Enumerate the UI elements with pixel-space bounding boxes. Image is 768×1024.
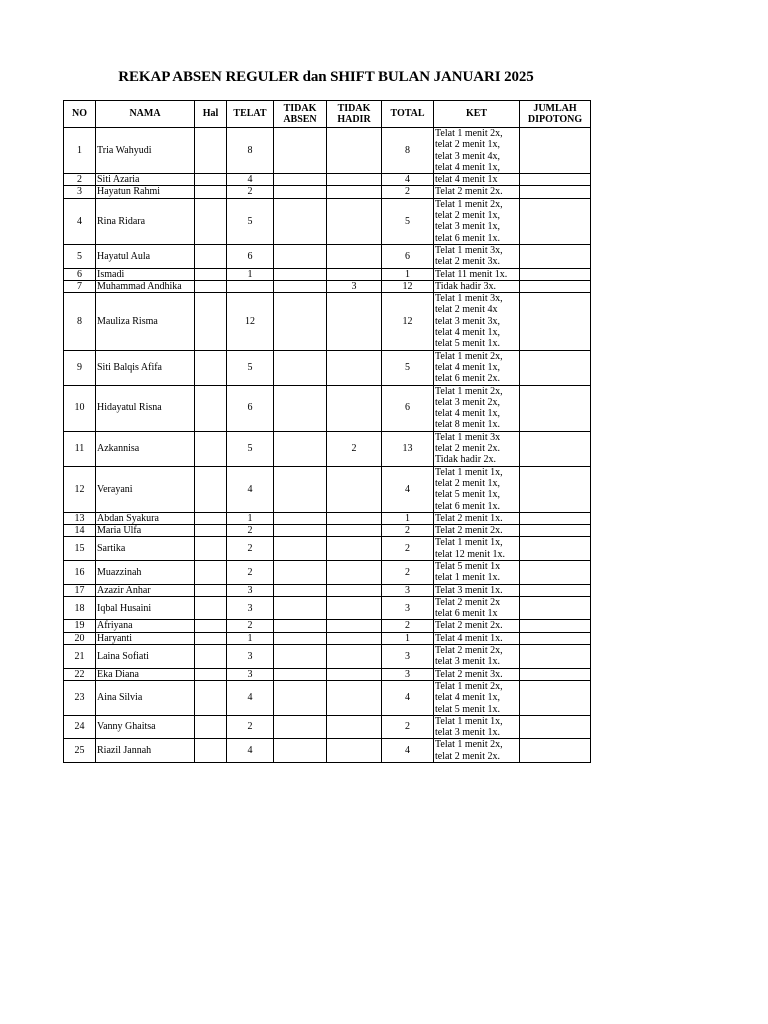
col-header-jumlah-dipotong: JUMLAH DIPOTONG: [520, 101, 591, 128]
cell-tidak-hadir: [327, 350, 382, 385]
table-row: [64, 431, 591, 466]
table-row: [64, 350, 591, 385]
cell-telat: 2: [227, 620, 274, 632]
cell-total: 3: [382, 596, 434, 620]
cell-ket: Telat 4 menit 1x.: [434, 632, 520, 644]
cell-tidak-absen: [274, 280, 327, 292]
cell-total: 8: [382, 128, 434, 174]
cell-hal: [195, 198, 227, 244]
cell-tidak-absen: [274, 186, 327, 198]
table-row: [64, 198, 591, 244]
cell-telat: 3: [227, 596, 274, 620]
cell-hal: [195, 350, 227, 385]
cell-total: 2: [382, 525, 434, 537]
cell-total: 12: [382, 293, 434, 350]
cell-nama: Siti Azaria: [96, 174, 195, 186]
table-row: [64, 584, 591, 596]
cell-tidak-absen: [274, 466, 327, 512]
cell-hal: [195, 174, 227, 186]
cell-nama: Eka Diana: [96, 668, 195, 680]
cell-tidak-absen: [274, 645, 327, 669]
cell-tidak-absen: [274, 128, 327, 174]
col-header-ket: KET: [434, 101, 520, 128]
cell-hal: [195, 537, 227, 561]
cell-telat: 4: [227, 174, 274, 186]
cell-tidak-absen: [274, 584, 327, 596]
cell-ket: Telat 2 menit 2x.: [434, 525, 520, 537]
cell-nama: Muhammad Andhika: [96, 280, 195, 292]
table-row: [64, 680, 591, 715]
cell-ket: Telat 1 menit 2x, telat 2 menit 1x, telat 3 menit 4x, telat 4 menit 1x,: [434, 128, 520, 174]
cell-nama: Azazir Anhar: [96, 584, 195, 596]
cell-jumlah-dipotong: [520, 680, 591, 715]
cell-total: 2: [382, 620, 434, 632]
cell-jumlah-dipotong: [520, 739, 591, 763]
table-row: [64, 512, 591, 524]
cell-hal: [195, 268, 227, 280]
cell-tidak-hadir: 2: [327, 431, 382, 466]
cell-tidak-hadir: [327, 293, 382, 350]
cell-telat: 2: [227, 186, 274, 198]
cell-ket: Telat 5 menit 1x telat 1 menit 1x.: [434, 560, 520, 584]
table-row: [64, 280, 591, 292]
cell-tidak-absen: [274, 668, 327, 680]
cell-no: 16: [64, 560, 96, 584]
cell-nama: Abdan Syakura: [96, 512, 195, 524]
cell-hal: [195, 244, 227, 268]
cell-total: 3: [382, 645, 434, 669]
cell-ket: Telat 11 menit 1x.: [434, 268, 520, 280]
cell-hal: [195, 512, 227, 524]
cell-tidak-absen: [274, 293, 327, 350]
cell-nama: Riazil Jannah: [96, 739, 195, 763]
cell-ket: Telat 2 menit 3x.: [434, 668, 520, 680]
table-row: [64, 268, 591, 280]
cell-ket: Telat 2 menit 2x telat 6 menit 1x: [434, 596, 520, 620]
cell-tidak-hadir: [327, 385, 382, 431]
cell-jumlah-dipotong: [520, 715, 591, 739]
cell-tidak-absen: [274, 632, 327, 644]
cell-tidak-hadir: 3: [327, 280, 382, 292]
cell-tidak-hadir: [327, 620, 382, 632]
cell-no: 1: [64, 128, 96, 174]
cell-tidak-hadir: [327, 198, 382, 244]
cell-jumlah-dipotong: [520, 186, 591, 198]
cell-no: 18: [64, 596, 96, 620]
cell-tidak-absen: [274, 244, 327, 268]
cell-no: 4: [64, 198, 96, 244]
cell-nama: Laina Sofiati: [96, 645, 195, 669]
cell-nama: Hidayatul Risna: [96, 385, 195, 431]
cell-no: 11: [64, 431, 96, 466]
cell-telat: 3: [227, 584, 274, 596]
cell-tidak-hadir: [327, 174, 382, 186]
table-row: [64, 668, 591, 680]
cell-tidak-hadir: [327, 715, 382, 739]
cell-jumlah-dipotong: [520, 431, 591, 466]
cell-nama: Vanny Ghaitsa: [96, 715, 195, 739]
cell-jumlah-dipotong: [520, 512, 591, 524]
cell-jumlah-dipotong: [520, 174, 591, 186]
cell-telat: 6: [227, 244, 274, 268]
cell-telat: 8: [227, 128, 274, 174]
cell-no: 5: [64, 244, 96, 268]
cell-jumlah-dipotong: [520, 525, 591, 537]
table-row: [64, 128, 591, 174]
cell-nama: Verayani: [96, 466, 195, 512]
cell-nama: Hayatul Aula: [96, 244, 195, 268]
cell-hal: [195, 680, 227, 715]
table-row: [64, 632, 591, 644]
cell-no: 3: [64, 186, 96, 198]
cell-telat: 12: [227, 293, 274, 350]
cell-tidak-absen: [274, 174, 327, 186]
cell-tidak-hadir: [327, 466, 382, 512]
cell-ket: Telat 1 menit 1x, telat 3 menit 1x.: [434, 715, 520, 739]
cell-jumlah-dipotong: [520, 350, 591, 385]
cell-telat: 1: [227, 512, 274, 524]
table-row: [64, 739, 591, 763]
cell-no: 8: [64, 293, 96, 350]
cell-telat: 2: [227, 560, 274, 584]
cell-ket: Telat 1 menit 3x telat 2 menit 2x. Tidak hadir 2x.: [434, 431, 520, 466]
cell-nama: Muazzinah: [96, 560, 195, 584]
cell-jumlah-dipotong: [520, 645, 591, 669]
cell-ket: Telat 1 menit 2x, telat 4 menit 1x, telat 6 menit 2x.: [434, 350, 520, 385]
cell-hal: [195, 645, 227, 669]
cell-ket: Telat 2 menit 2x.: [434, 186, 520, 198]
cell-no: 23: [64, 680, 96, 715]
cell-tidak-hadir: [327, 244, 382, 268]
cell-tidak-absen: [274, 715, 327, 739]
cell-total: 1: [382, 268, 434, 280]
cell-no: 20: [64, 632, 96, 644]
cell-tidak-hadir: [327, 128, 382, 174]
table-header-row: [64, 101, 591, 128]
cell-ket: Telat 2 menit 1x.: [434, 512, 520, 524]
cell-telat: 4: [227, 739, 274, 763]
cell-total: 1: [382, 512, 434, 524]
cell-jumlah-dipotong: [520, 198, 591, 244]
cell-no: 6: [64, 268, 96, 280]
cell-ket: Telat 1 menit 2x, telat 3 menit 2x, telat 4 menit 1x, telat 8 menit 1x.: [434, 385, 520, 431]
cell-total: 6: [382, 244, 434, 268]
cell-tidak-hadir: [327, 645, 382, 669]
cell-hal: [195, 280, 227, 292]
cell-hal: [195, 525, 227, 537]
cell-jumlah-dipotong: [520, 537, 591, 561]
cell-ket: Telat 1 menit 3x, telat 2 menit 4x telat 3 menit 3x, telat 4 menit 1x, telat 5 menit 1x.: [434, 293, 520, 350]
cell-ket: Telat 1 menit 1x, telat 2 menit 1x, telat 5 menit 1x, telat 6 menit 1x.: [434, 466, 520, 512]
cell-jumlah-dipotong: [520, 128, 591, 174]
cell-total: 4: [382, 174, 434, 186]
cell-telat: 4: [227, 466, 274, 512]
cell-telat: [227, 280, 274, 292]
table-row: [64, 560, 591, 584]
cell-telat: 2: [227, 715, 274, 739]
cell-ket: Telat 1 menit 2x, telat 2 menit 1x, telat 3 menit 1x, telat 6 menit 1x.: [434, 198, 520, 244]
cell-hal: [195, 431, 227, 466]
cell-no: 2: [64, 174, 96, 186]
cell-ket: Tidak hadir 3x.: [434, 280, 520, 292]
cell-tidak-absen: [274, 537, 327, 561]
cell-tidak-hadir: [327, 596, 382, 620]
cell-nama: Afriyana: [96, 620, 195, 632]
cell-tidak-absen: [274, 525, 327, 537]
table-row: [64, 715, 591, 739]
cell-jumlah-dipotong: [520, 293, 591, 350]
cell-tidak-hadir: [327, 632, 382, 644]
cell-nama: Sartika: [96, 537, 195, 561]
cell-tidak-hadir: [327, 525, 382, 537]
cell-tidak-hadir: [327, 668, 382, 680]
cell-no: 14: [64, 525, 96, 537]
cell-hal: [195, 560, 227, 584]
cell-total: 2: [382, 537, 434, 561]
cell-telat: 3: [227, 668, 274, 680]
cell-hal: [195, 620, 227, 632]
cell-hal: [195, 128, 227, 174]
cell-tidak-absen: [274, 268, 327, 280]
cell-jumlah-dipotong: [520, 268, 591, 280]
cell-total: 4: [382, 739, 434, 763]
cell-tidak-absen: [274, 198, 327, 244]
cell-telat: 2: [227, 525, 274, 537]
cell-jumlah-dipotong: [520, 584, 591, 596]
cell-tidak-absen: [274, 512, 327, 524]
table-row: [64, 186, 591, 198]
cell-hal: [195, 632, 227, 644]
cell-hal: [195, 596, 227, 620]
cell-no: 19: [64, 620, 96, 632]
cell-no: 25: [64, 739, 96, 763]
cell-total: 13: [382, 431, 434, 466]
table-row: [64, 620, 591, 632]
cell-jumlah-dipotong: [520, 620, 591, 632]
cell-hal: [195, 186, 227, 198]
cell-ket: Telat 1 menit 2x, telat 4 menit 1x, telat 5 menit 1x.: [434, 680, 520, 715]
cell-tidak-absen: [274, 350, 327, 385]
col-header-tidak-hadir: TIDAK HADIR: [327, 101, 382, 128]
cell-hal: [195, 668, 227, 680]
table-row: [64, 174, 591, 186]
cell-nama: Maria Ulfa: [96, 525, 195, 537]
cell-no: 15: [64, 537, 96, 561]
cell-total: 6: [382, 385, 434, 431]
table-row: [64, 293, 591, 350]
cell-telat: 4: [227, 680, 274, 715]
cell-ket: Telat 1 menit 2x, telat 2 menit 2x.: [434, 739, 520, 763]
cell-tidak-hadir: [327, 739, 382, 763]
cell-telat: 5: [227, 198, 274, 244]
cell-no: 12: [64, 466, 96, 512]
cell-ket: Telat 3 menit 1x.: [434, 584, 520, 596]
cell-nama: Mauliza Risma: [96, 293, 195, 350]
cell-nama: Aina Silvia: [96, 680, 195, 715]
cell-total: 2: [382, 560, 434, 584]
cell-jumlah-dipotong: [520, 466, 591, 512]
cell-tidak-hadir: [327, 186, 382, 198]
cell-tidak-hadir: [327, 680, 382, 715]
cell-no: 22: [64, 668, 96, 680]
table-row: [64, 466, 591, 512]
cell-hal: [195, 466, 227, 512]
cell-nama: Tria Wahyudi: [96, 128, 195, 174]
cell-no: 24: [64, 715, 96, 739]
cell-hal: [195, 293, 227, 350]
cell-tidak-absen: [274, 680, 327, 715]
page-title: REKAP ABSEN REGULER dan SHIFT BULAN JANUARI 2025: [118, 69, 534, 85]
cell-no: 17: [64, 584, 96, 596]
cell-total: 1: [382, 632, 434, 644]
cell-tidak-hadir: [327, 560, 382, 584]
cell-tidak-absen: [274, 385, 327, 431]
cell-ket: telat 4 menit 1x: [434, 174, 520, 186]
cell-nama: Azkannisa: [96, 431, 195, 466]
cell-hal: [195, 385, 227, 431]
col-header-no: NO: [64, 101, 96, 128]
col-header-tidak-absen: TIDAK ABSEN: [274, 101, 327, 128]
cell-no: 21: [64, 645, 96, 669]
cell-ket: Telat 1 menit 1x, telat 12 menit 1x.: [434, 537, 520, 561]
col-header-hal: Hal: [195, 101, 227, 128]
cell-jumlah-dipotong: [520, 244, 591, 268]
cell-tidak-absen: [274, 739, 327, 763]
cell-ket: Telat 2 menit 2x.: [434, 620, 520, 632]
cell-tidak-hadir: [327, 584, 382, 596]
cell-no: 13: [64, 512, 96, 524]
table-row: [64, 525, 591, 537]
cell-hal: [195, 739, 227, 763]
cell-nama: Siti Balqis Afifa: [96, 350, 195, 385]
table-row: [64, 244, 591, 268]
cell-telat: 3: [227, 645, 274, 669]
col-header-nama: NAMA: [96, 101, 195, 128]
col-header-total: TOTAL: [382, 101, 434, 128]
cell-telat: 1: [227, 632, 274, 644]
cell-tidak-hadir: [327, 268, 382, 280]
cell-hal: [195, 584, 227, 596]
cell-telat: 6: [227, 385, 274, 431]
cell-total: 5: [382, 350, 434, 385]
cell-telat: 5: [227, 431, 274, 466]
cell-total: 2: [382, 186, 434, 198]
cell-total: 3: [382, 584, 434, 596]
cell-ket: Telat 2 menit 2x, telat 3 menit 1x.: [434, 645, 520, 669]
cell-total: 5: [382, 198, 434, 244]
cell-nama: Iqbal Husaini: [96, 596, 195, 620]
cell-jumlah-dipotong: [520, 280, 591, 292]
col-header-telat: TELAT: [227, 101, 274, 128]
cell-no: 9: [64, 350, 96, 385]
cell-telat: 2: [227, 537, 274, 561]
cell-nama: Ismadi: [96, 268, 195, 280]
cell-nama: Rina Ridara: [96, 198, 195, 244]
cell-tidak-absen: [274, 596, 327, 620]
cell-tidak-hadir: [327, 512, 382, 524]
cell-total: 4: [382, 466, 434, 512]
cell-jumlah-dipotong: [520, 668, 591, 680]
cell-total: 2: [382, 715, 434, 739]
table-row: [64, 537, 591, 561]
cell-no: 7: [64, 280, 96, 292]
cell-tidak-absen: [274, 560, 327, 584]
cell-no: 10: [64, 385, 96, 431]
cell-telat: 5: [227, 350, 274, 385]
cell-jumlah-dipotong: [520, 596, 591, 620]
cell-jumlah-dipotong: [520, 385, 591, 431]
cell-total: 4: [382, 680, 434, 715]
table-row: [64, 385, 591, 431]
cell-tidak-hadir: [327, 537, 382, 561]
cell-total: 3: [382, 668, 434, 680]
table-row: [64, 596, 591, 620]
table-row: [64, 645, 591, 669]
cell-hal: [195, 715, 227, 739]
cell-jumlah-dipotong: [520, 632, 591, 644]
cell-nama: Haryanti: [96, 632, 195, 644]
cell-jumlah-dipotong: [520, 560, 591, 584]
cell-total: 12: [382, 280, 434, 292]
cell-telat: 1: [227, 268, 274, 280]
attendance-table: [63, 100, 591, 763]
cell-tidak-absen: [274, 620, 327, 632]
cell-nama: Hayatun Rahmi: [96, 186, 195, 198]
cell-ket: Telat 1 menit 3x, telat 2 menit 3x.: [434, 244, 520, 268]
cell-tidak-absen: [274, 431, 327, 466]
